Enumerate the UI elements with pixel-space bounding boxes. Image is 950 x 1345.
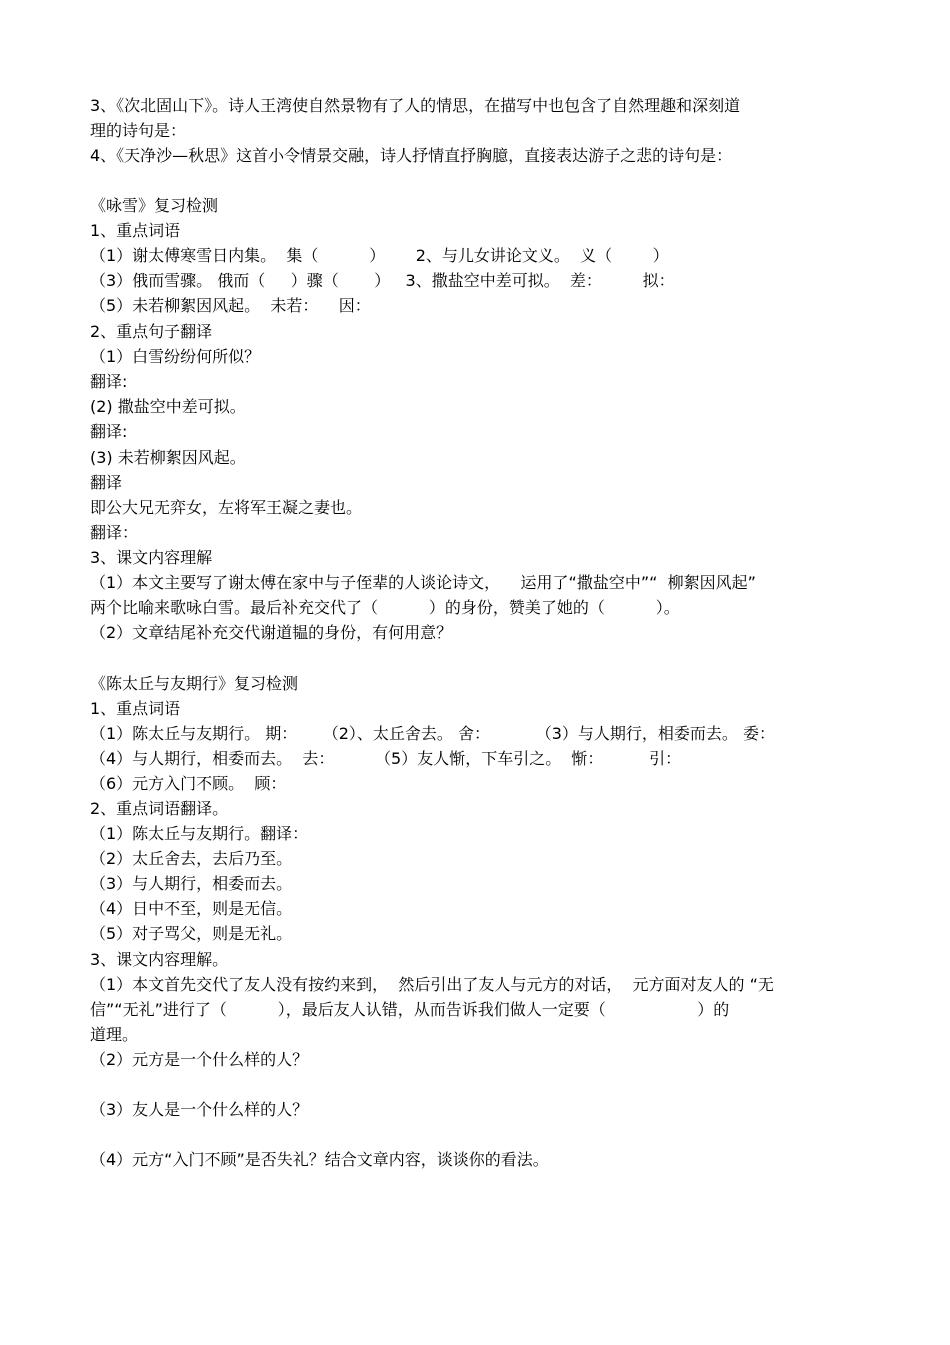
vocab-line-2: （3）俄而雪骤。 俄而（ ）骤（ ） 3、撒盐空中差可拟。 差： 拟： xyxy=(90,271,675,290)
sentence-3: (3) 未若柳絮因风起。 xyxy=(90,448,246,467)
vocab-line-3: （5）未若柳絮因风起。 未若： 因： xyxy=(90,296,371,315)
q3-poem-line-2: 理的诗句是： xyxy=(90,121,187,140)
translation-label-1: 翻译: xyxy=(90,372,128,391)
translation-label-4: 翻译： xyxy=(90,523,139,542)
content2-q2: （2）元方是一个什么样的人？ xyxy=(90,1050,309,1069)
content2-q1-line-3: 道理。 xyxy=(90,1025,139,1044)
content2-q1-line-2: 信”“无礼”进行了（ ），最后友人认错，从而告诉我们做人一定要（ ）的 xyxy=(90,1000,730,1019)
section-title-chentaiqiu: 《陈太丘与友期行》复习检测 xyxy=(90,674,299,693)
vocab2-line-2: （4）与人期行，相委而去。 去： （5）友人惭，下车引之。 惭： 引： xyxy=(90,749,682,768)
content-q1-line-2: 两个比喻来歌咏白雪。最后补充交代了（ ）的身份，赞美了她的（ ）。 xyxy=(90,598,680,617)
q4-poem-line: 4、《天净沙—秋思》这首小令情景交融，诗人抒情直抒胸臆，直接表达游子之悲的诗句是： xyxy=(90,146,733,165)
sentence-1: （1）白雪纷纷何所似？ xyxy=(90,347,261,366)
heading-content-understanding: 3、课文内容理解 xyxy=(90,548,213,567)
vocab-line-1: （1）谢太傅寒雪日内集。 集（ ） 2、与儿女讲论文义。 义（ ） xyxy=(90,246,669,265)
q3-poem-line-1: 3、《次北固山下》。诗人王湾使自然景物有了人的情思，在描写中也包含了自然理趣和深刻道 xyxy=(90,96,741,115)
vocab2-line-1: （1）陈太丘与友期行。 期： （2）、太丘舍去。 舍： （3）与人期行，相委而去。 委： xyxy=(90,724,776,743)
sentence-2: (2) 撒盐空中差可拟。 xyxy=(90,397,246,416)
vocab2-line-3: （6）元方入门不顾。 顾： xyxy=(90,774,287,793)
translate-item-5: （5）对子骂父，则是无礼。 xyxy=(90,924,293,943)
content2-q3: （3）友人是一个什么样的人？ xyxy=(90,1100,309,1119)
translate-item-3: （3）与人期行，相委而去。 xyxy=(90,874,293,893)
content-q1-line-1: （1）本文主要写了谢太傅在家中与子侄辈的人谈论诗文， 运用了“撒盐空中”“ 柳絮因风起” xyxy=(90,573,756,592)
heading-key-words-2: 1、重点词语 xyxy=(90,699,181,718)
heading-sentence-translation: 2、重点句子翻译 xyxy=(90,322,213,341)
translate-item-1: （1）陈太丘与友期行。翻译： xyxy=(90,824,309,843)
sentence-4: 即公大兄无弈女，左将军王凝之妻也。 xyxy=(90,498,363,517)
content2-q1-line-1: （1）本文首先交代了友人没有按约来到， 然后引出了友人与元方的对话， 元方面对友人的 “无 xyxy=(90,975,774,994)
content-q2: （2）文章结尾补充交代谢道韫的身份，有何用意？ xyxy=(90,623,453,642)
section-title-yongxue: 《咏雪》复习检测 xyxy=(90,196,219,215)
content2-q4: （4）元方“入门不顾”是否失礼？结合文章内容，谈谈你的看法。 xyxy=(90,1150,549,1169)
translate-item-2: （2）太丘舍去，去后乃至。 xyxy=(90,849,293,868)
heading-key-words: 1、重点词语 xyxy=(90,221,181,240)
translation-label-2: 翻译: xyxy=(90,422,128,441)
translate-item-4: （4）日中不至，则是无信。 xyxy=(90,899,293,918)
heading-word-translation: 2、重点词语翻译。 xyxy=(90,799,229,818)
translation-label-3: 翻译 xyxy=(90,473,123,492)
heading-content-understanding-2: 3、课文内容理解。 xyxy=(90,950,229,969)
